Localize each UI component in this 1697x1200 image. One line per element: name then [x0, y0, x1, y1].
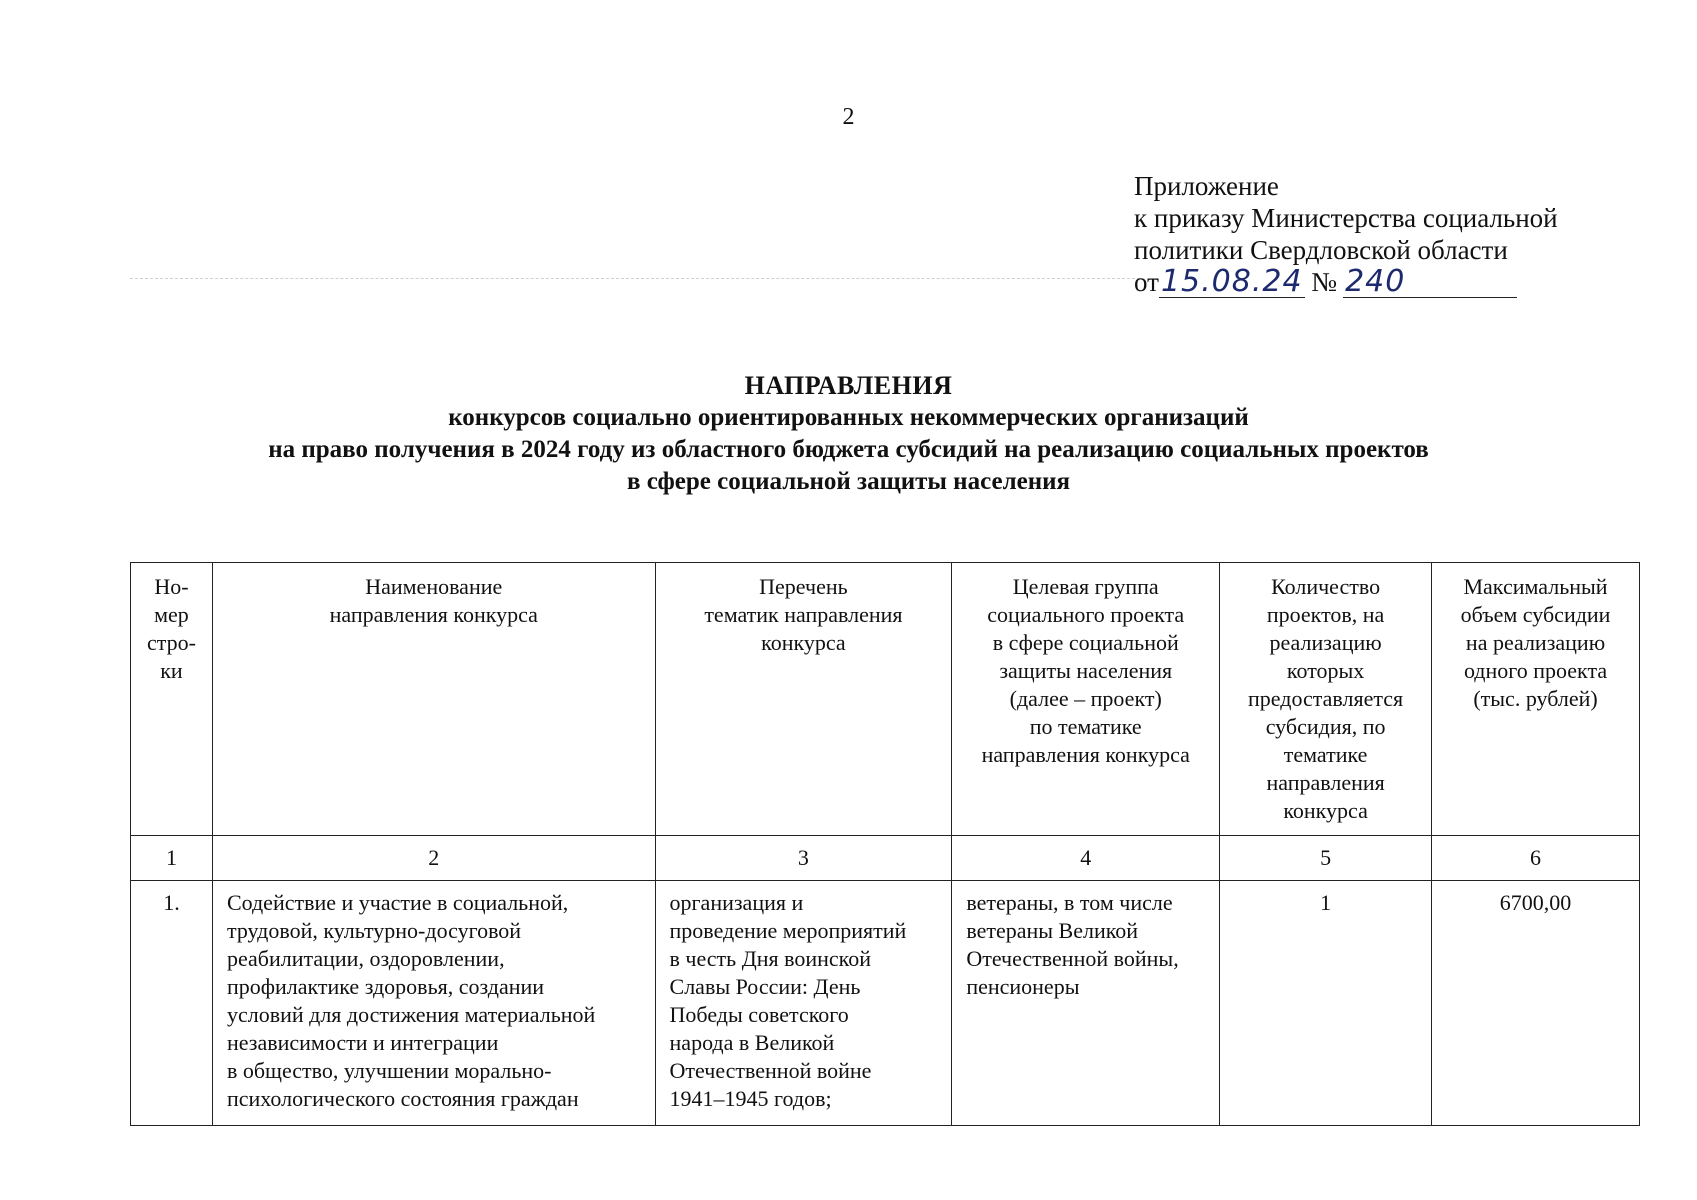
- header-row-number: [131, 563, 213, 836]
- cell-text-line: реабилитации, оздоровлении,: [226, 946, 505, 971]
- cell-text-line: организация и: [669, 890, 804, 915]
- cell-text-line: направления конкурса: [981, 742, 1190, 767]
- cell-text-line: ветераны Великой: [966, 918, 1139, 943]
- cell-text-line: проведение мероприятий: [669, 918, 907, 943]
- handwritten-date: 15.08.24: [1160, 264, 1303, 299]
- cell-text-line: независимости и интеграции: [226, 1030, 499, 1055]
- direction-name: [212, 881, 655, 1126]
- cell-text-line: ветераны, в том числе: [966, 890, 1173, 915]
- appendix-block: [1134, 170, 1558, 298]
- cell-text-line: (тыс. рублей): [1473, 686, 1598, 711]
- cell-text-line: условий для достижения материальной: [226, 1002, 596, 1027]
- header-projects-count: [1220, 563, 1432, 836]
- order-date-number-line: [1134, 266, 1558, 298]
- appendix-line-3: политики Свердловской области: [1134, 235, 1508, 265]
- cell-text-line: Целевая группа: [1012, 574, 1159, 599]
- projects-count: 1: [1220, 881, 1432, 1126]
- table-row: [131, 881, 1640, 1126]
- cell-text-line: одного проекта: [1463, 658, 1608, 683]
- cell-text-line: психологического состояния граждан: [226, 1086, 579, 1111]
- row-number: 1.: [131, 881, 213, 1126]
- cell-text-line: Перечень: [759, 574, 848, 599]
- cell-text-line: на реализацию: [1465, 630, 1606, 655]
- column-number: 2: [212, 836, 655, 881]
- cell-text-line: направления: [1266, 770, 1385, 795]
- column-number: 5: [1220, 836, 1432, 881]
- column-number: 4: [952, 836, 1220, 881]
- document-title: [0, 370, 1697, 498]
- header-direction-name: [212, 563, 655, 836]
- cell-text-line: ки: [160, 658, 183, 683]
- cell-text-line: Максимальный: [1463, 574, 1608, 599]
- max-subsidy: 6700,00: [1432, 881, 1640, 1126]
- cell-text-line: субсидия, по: [1265, 714, 1386, 739]
- cell-text-line: Отечественной войне: [669, 1058, 872, 1083]
- directions-table: [130, 562, 1640, 1126]
- cell-text-line: в общество, улучшении морально-: [226, 1058, 552, 1083]
- cell-text-line: конкурса: [1283, 798, 1368, 823]
- cell-text-line: тематике: [1283, 742, 1368, 767]
- cell-text-line: проектов, на: [1266, 602, 1385, 627]
- page-number: 2: [842, 104, 855, 130]
- title-main: НАПРАВЛЕНИЯ: [744, 371, 953, 400]
- cell-text-line: тематик направления: [704, 602, 903, 627]
- cell-text-line: мер: [154, 602, 189, 627]
- cell-text-line: предоставляется: [1248, 686, 1404, 711]
- cell-text-line: реализацию: [1269, 630, 1382, 655]
- target-group: [952, 881, 1220, 1126]
- header-max-subsidy: [1432, 563, 1640, 836]
- cell-text-line: социального проекта: [987, 602, 1185, 627]
- appendix-line-1: Приложение: [1134, 171, 1279, 201]
- scan-artifact-line: [130, 278, 1140, 279]
- cell-text-line: народа в Великой: [669, 1030, 835, 1055]
- cell-text-line: Славы России: День: [669, 974, 861, 999]
- cell-text-line: Победы советского: [669, 1002, 849, 1027]
- cell-text-line: Количество: [1271, 574, 1381, 599]
- cell-text-line: 1941–1945 годов;: [669, 1086, 832, 1111]
- cell-text-line: (далее – проект): [1009, 686, 1162, 711]
- column-numbers-row: [131, 836, 1640, 881]
- topics-list: [655, 881, 952, 1126]
- cell-text-line: трудовой, культурно-досуговой: [226, 918, 522, 943]
- appendix-line-2: к приказу Министерства социальной: [1134, 203, 1558, 233]
- column-number: 6: [1432, 836, 1640, 881]
- header-topics: [655, 563, 952, 836]
- column-number: 1: [131, 836, 213, 881]
- cell-text-line: по тематике: [1029, 714, 1142, 739]
- cell-text-line: в честь Дня воинской: [669, 946, 872, 971]
- title-line-3: на право получения в 2024 году из областного бюджета субсидий на реализацию социальных проектов: [268, 436, 1429, 463]
- cell-text-line: которых: [1286, 658, 1365, 683]
- cell-text-line: объем субсидии: [1460, 602, 1611, 627]
- cell-text-line: защиты населения: [999, 658, 1173, 683]
- title-line-4: в сфере социальной защиты населения: [626, 468, 1071, 495]
- cell-text-line: в сфере социальной: [992, 630, 1179, 655]
- column-number: 3: [655, 836, 952, 881]
- from-label: от: [1134, 267, 1159, 297]
- cell-text-line: конкурса: [761, 630, 846, 655]
- cell-text-line: Содействие и участие в социальной,: [226, 890, 569, 915]
- cell-text-line: Но-: [154, 574, 189, 599]
- header-target-group: [952, 563, 1220, 836]
- cell-text-line: профилактике здоровья, создании: [226, 974, 545, 999]
- cell-text-line: Наименование: [365, 574, 503, 599]
- cell-text-line: направления конкурса: [329, 602, 538, 627]
- number-label: №: [1311, 267, 1338, 297]
- cell-text-line: пенсионеры: [966, 974, 1080, 999]
- table-header-row: [131, 563, 1640, 836]
- handwritten-number: 240: [1343, 267, 1517, 298]
- title-line-2: конкурсов социально ориентированных некоммерческих организаций: [448, 404, 1249, 431]
- cell-text-line: Отечественной войны,: [966, 946, 1179, 971]
- cell-text-line: стро-: [146, 630, 196, 655]
